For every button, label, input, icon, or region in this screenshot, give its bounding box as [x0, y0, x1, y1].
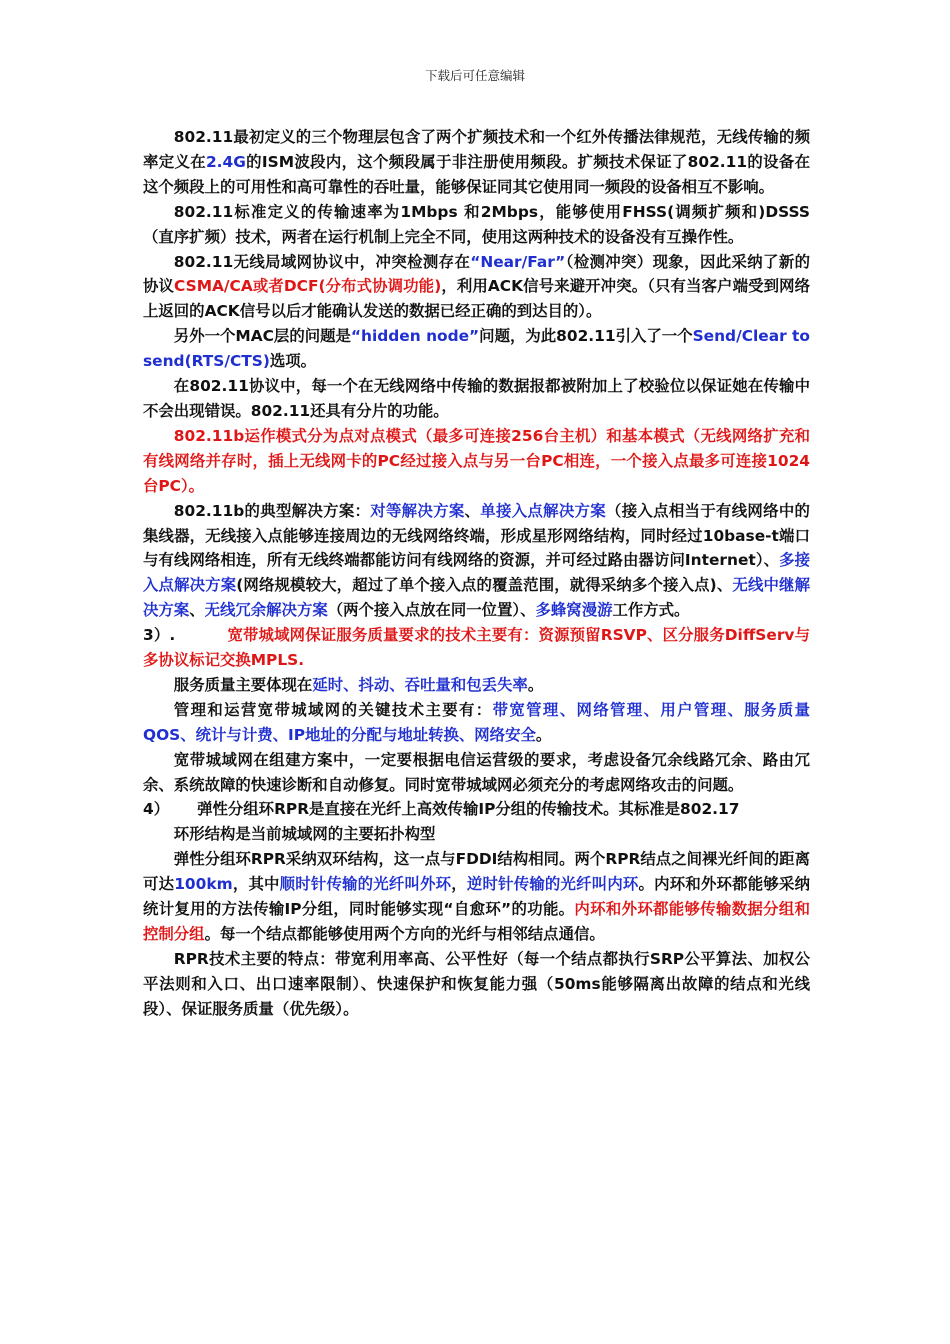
paragraph-transmission-rate [143, 200, 810, 250]
text-run: ，利用ACK信号来避开冲突。（只有当客户端受到网络上返回的ACK信号以后才能确认发送的数据已经正确的到达目的）。 [143, 277, 810, 321]
paragraph-ring-structure [143, 822, 810, 847]
paragraph-physical-layer [143, 125, 810, 200]
highlight-distance: 100km [174, 875, 233, 894]
text-run: 工作方式。 [612, 601, 690, 620]
text-run: ， [451, 875, 467, 894]
highlight-inner-ring: 逆时针传输的光纤叫内环 [466, 875, 639, 894]
paragraph-key-technologies [143, 698, 810, 748]
highlight-qos-techniques: 宽带城域网保证服务质量要求的技术主要有：资源预留RSVP、区分服务DiffServ与多协议标记交换MPLS. [143, 626, 810, 670]
highlight-hidden-node: “hidden node” [350, 327, 480, 346]
text-run: 802.11标准定义的传输速率为1Mbps 和2Mbps，能够使用FHSS(调频扩频和)DSSS（直序扩频）技术，两者在运行机制上完全不同，使用这两种技术的设备没有互操作性。 [143, 202, 810, 246]
paragraph-redundancy [143, 748, 810, 798]
text-run: ，其中 [232, 875, 280, 894]
text-run: 在802.11协议中，每一个在无线网络中传输的数据报都被附加上了校验位以保证她在传输中不会出现错误。802.11还具有分片的功能。 [143, 377, 810, 420]
paragraph-dual-ring [143, 847, 810, 947]
text-run: 802.11b运作模式分为点对点模式（最多可连接256台主机）和基本模式（无线网络扩充和有线网络并存时，插上无线网卡的PC经过接入点与另一台PC相连，一个接入点最多可连接1024台PC）。 [143, 426, 810, 495]
paragraph-checksum [143, 374, 810, 424]
text-run: 802.11无线局域网协议中，冲突检测存在 [173, 252, 471, 271]
text-run: 宽带城域网在组建方案中，一定要根据电信运营级的要求，考虑设备冗余线路冗余、路由冗余、系统故障的快速诊断和自动修复。同时宽带城域网必须充分的考虑网络攻击的问题。 [143, 750, 810, 794]
highlight-frequency: 2.4G [205, 152, 246, 171]
text-run: (网络规模较大，超过了单个接入点的覆盖范围，就得采纳多个接入点)、 [236, 576, 733, 595]
text-run: （接入点相当于有线网络中的集线器，无线接入点能够连接周边的无线网络终端，形成星形网络结构，同时经过10base-t端口与有线网络相连，所有无线终端都能访问有线网络的资源，并可经过路由器访问Internet）、 [143, 501, 810, 570]
highlight-solution: 单接入点解决方案 [480, 501, 606, 520]
section-number: 3）. [143, 626, 176, 645]
text-run: 服务质量主要体现在 [173, 675, 313, 694]
text-run: 、 [464, 501, 481, 520]
paragraph-rpr-features [143, 947, 810, 1022]
text-run: 弹性分组环RPR是直接在光纤上高效传输IP分组的传输技术。其标准是802.17 [197, 800, 740, 819]
paragraph-rpr-intro [143, 797, 810, 822]
page-header: 下载后可任意编辑 [424, 68, 525, 83]
text-run: 802.11b的典型解决方案： [173, 501, 371, 520]
text-run: 管理和运营宽带城域网的关键技术主要有： [173, 700, 493, 719]
text-run: 问题，为此802.11引入了一个 [479, 327, 693, 346]
text-run: RPR技术主要的特点：带宽利用率高、公平性好（每一个结点都执行SRP公平算法、加权公平法则和入口、出口速率限制）、快速保护和恢复能力强（50ms能够隔离出故障的结点和光线段）、保证服务质量（优先级）。 [143, 949, 810, 1018]
highlight-solution: 无线冗余解决方案 [204, 601, 328, 620]
paragraph-operating-modes [143, 424, 810, 499]
paragraph-qos-techniques [143, 623, 810, 673]
highlight-key-technologies: 带宽管理、网络管理、用户管理、服务质量QOS、统计与计费、IP地址的分配与地址转换、网络安全 [143, 700, 810, 744]
highlight-solution: 多蜂窝漫游 [535, 601, 613, 620]
highlight-rts-cts: Send/Clear to send(RTS/CTS) [143, 327, 810, 371]
text-run: 的ISM波段内，这个频段属于非注册使用频段。扩频技术保证了802.11的设备在这个频段上的可用性和高可靠性的吞吐量，能够保证同其它使用同一频段的设备相互不影响。 [143, 152, 810, 196]
text-run: 另外一个MAC层的问题是 [173, 327, 351, 346]
highlight-csma-ca: CSMA/CA或者DCF(分布式协调功能) [174, 277, 442, 296]
text-run: 环形结构是当前城域网的主要拓扑构型 [173, 825, 436, 844]
paragraph-collision-detection [143, 250, 810, 325]
highlight-near-far: “Near/Far” [470, 252, 566, 271]
text-run: 选项。 [269, 352, 317, 371]
highlight-qos-aspects: 延时、抖动、吞吐量和包丢失率 [312, 675, 528, 694]
highlight-solution: 对等解决方案 [370, 501, 465, 520]
text-run: 、 [189, 601, 205, 620]
text-run: 802.11最初定义的三个物理层包含了两个扩频技术和一个红外传播法律规范，无线传输的频率定义在 [143, 128, 810, 171]
highlight-solution: 多接入点解决方案 [143, 551, 810, 595]
section-number: 4） [143, 800, 170, 819]
text-run: 。 [527, 675, 544, 694]
paragraph-hidden-node [143, 324, 810, 374]
highlight-solution: 无线中继解决方案 [143, 576, 810, 620]
text-run: 。每一个结点都能够使用两个方向的光纤与相邻结点通信。 [204, 925, 605, 943]
highlight-outer-ring: 顺时针传输的光纤叫外环 [279, 875, 452, 894]
text-run: 。 [535, 725, 552, 744]
highlight-ring-transport: 内环和外环都能够传输数据分组和控制分组 [143, 900, 810, 943]
paragraph-solutions [143, 499, 810, 624]
text-run: （两个接入点放在同一位置）、 [327, 601, 536, 620]
text-run: 。内环和外环都能够采纳统计复用的方法传输IP分组，同时能够实现“自愈环”的功能。 [143, 875, 810, 919]
paragraph-qos-aspects [143, 673, 810, 698]
text-run: （检测冲突）现象，因此采纳了新的协议 [143, 252, 810, 296]
document-body [143, 125, 810, 1022]
text-run: 弹性分组环RPR采纳双环结构，这一点与FDDI结构相同。两个RPR结点之间裸光纤间的距离可达 [143, 850, 810, 894]
